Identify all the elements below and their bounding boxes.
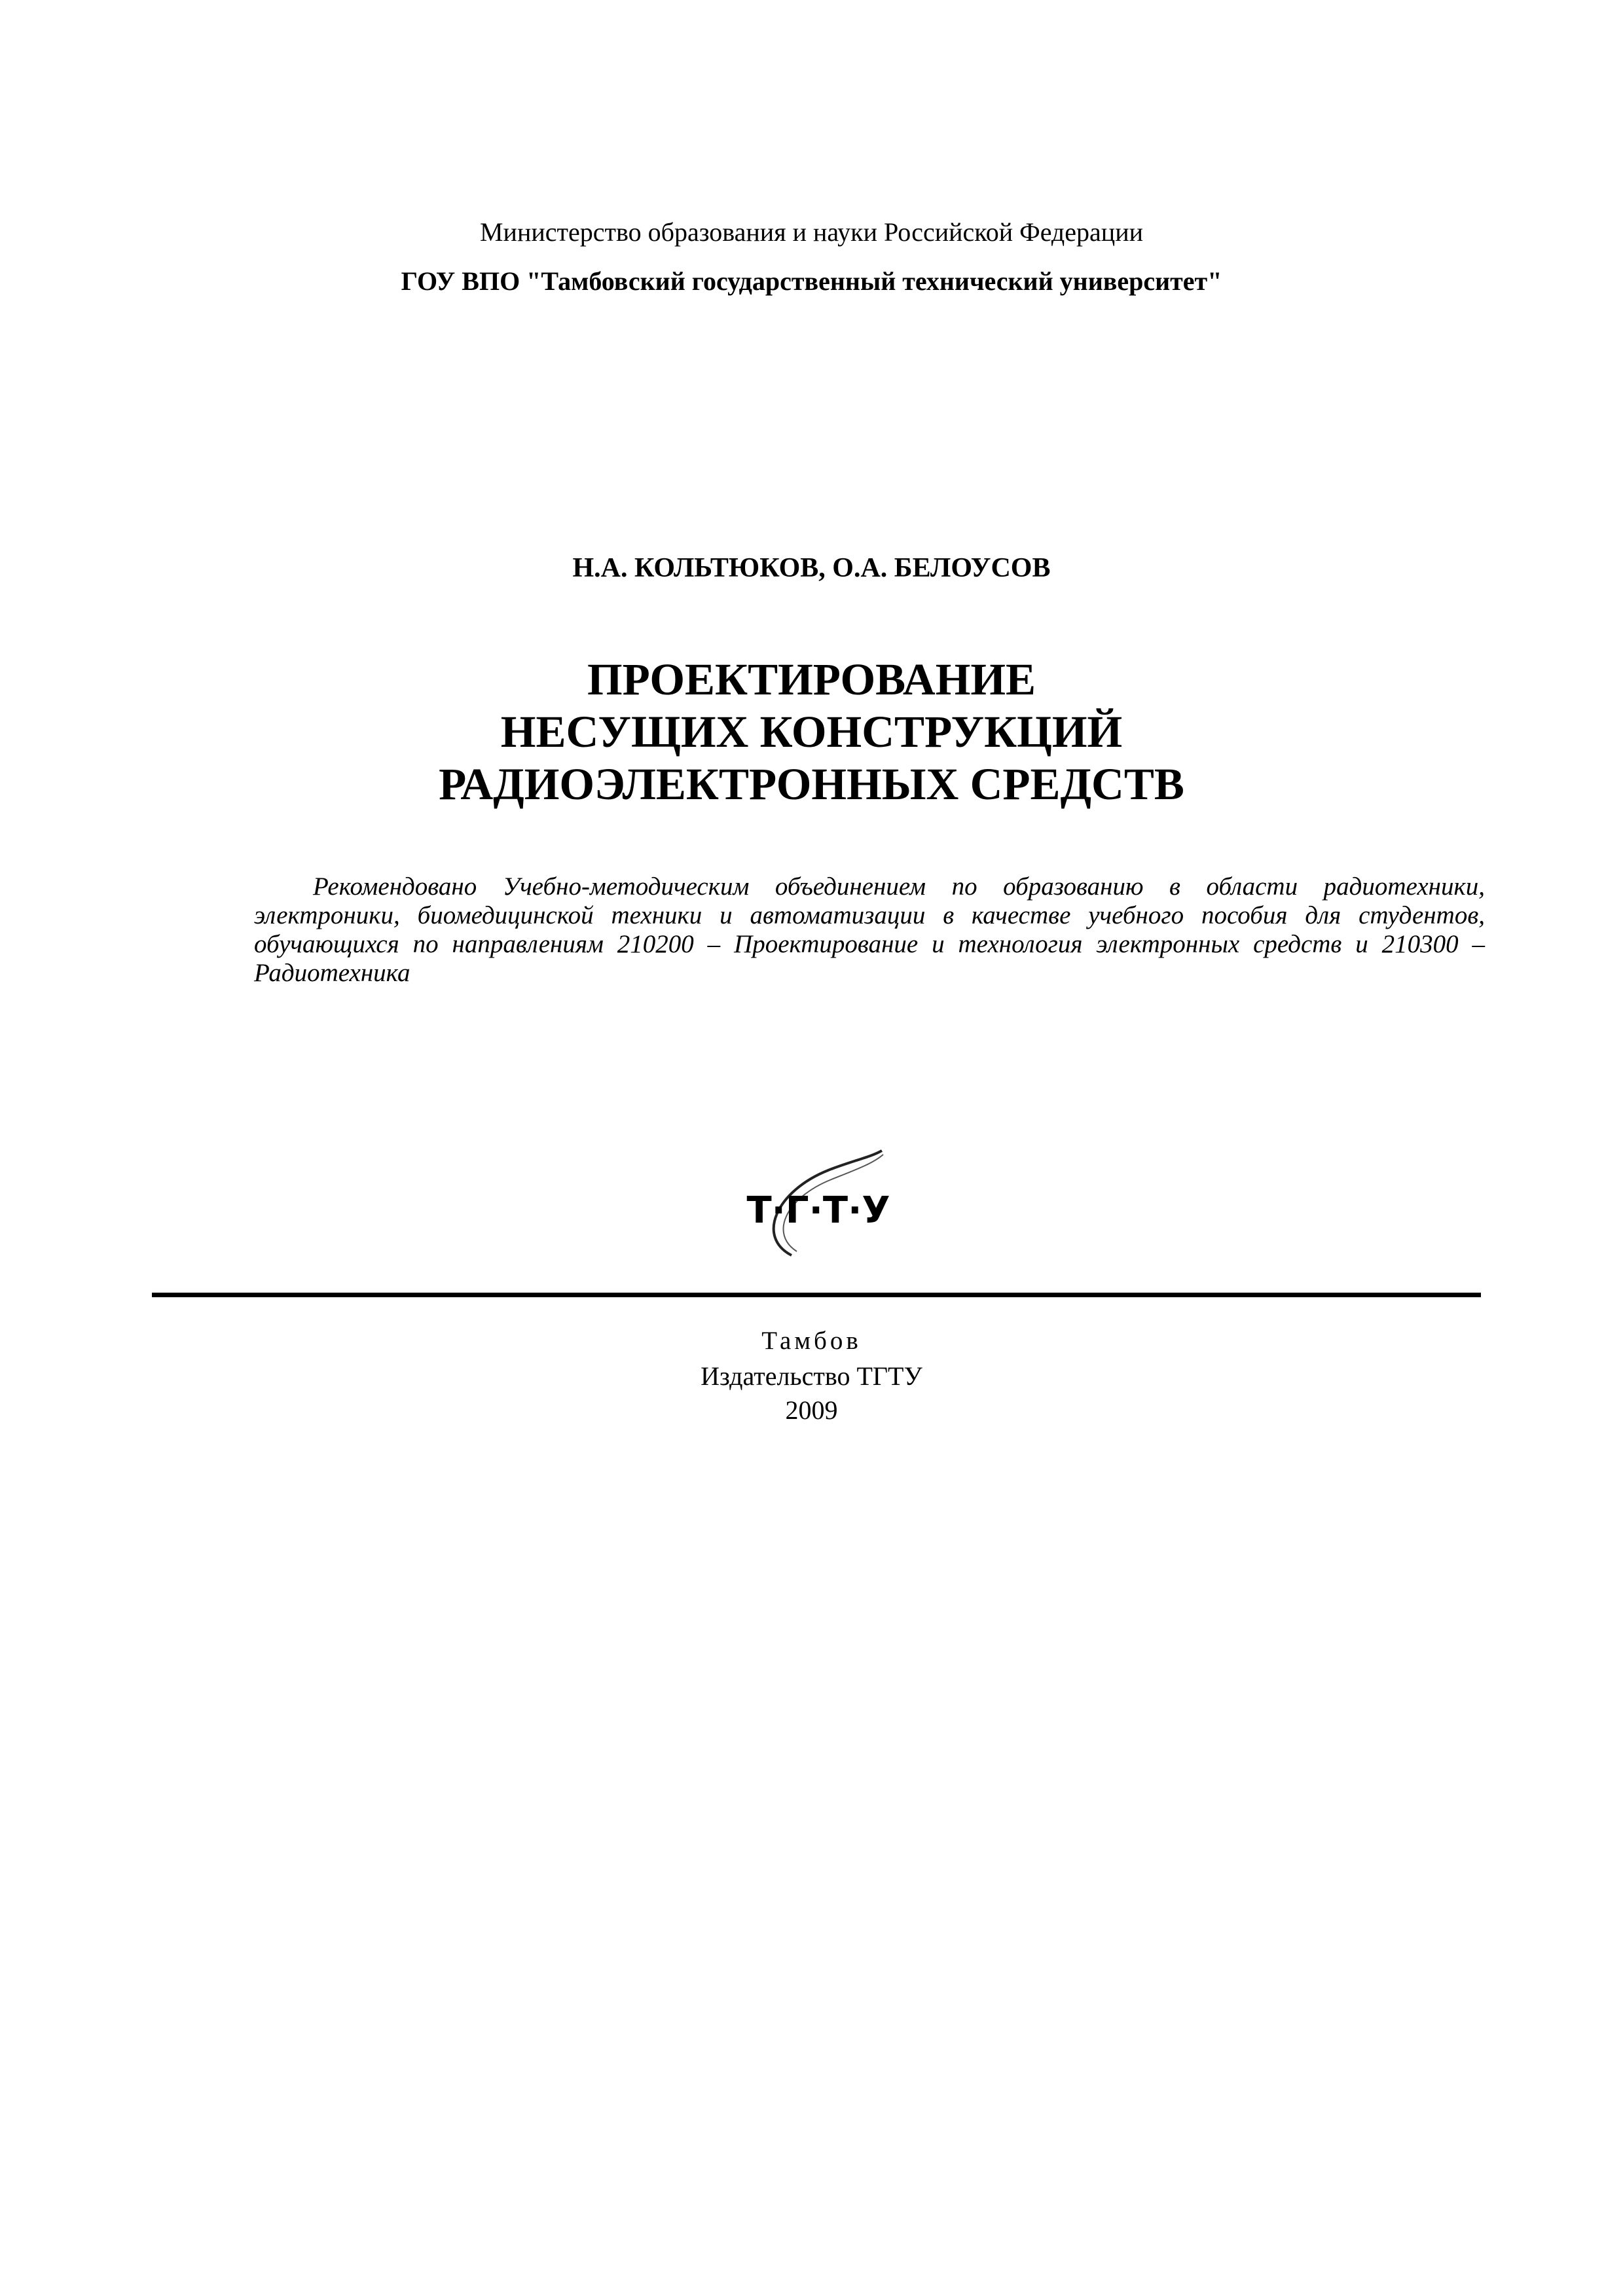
ministry-heading: Министерство образования и науки Российской Федерации: [479, 217, 1144, 247]
imprint-year: 2009: [785, 1395, 838, 1425]
divider-line: [152, 1293, 1481, 1297]
book-title-line-1: ПРОЕКТИРОВАНИЕ: [587, 655, 1036, 704]
book-title: [0, 653, 1623, 810]
book-title-line-2: НЕСУЩИХ КОНСТРУКЦИЙ: [500, 707, 1123, 757]
logo-text: Т·Г·Т·У: [746, 1189, 890, 1232]
recommendation-note: Рекомендовано Учебно-методическим объединением по образованию в области радиотехники, электроники, биомедицинской техники и автоматизации в качестве учебного пособия для студентов, обучающихся по направлениям 210200 – Проектирование и технология электронных средств и 210300 – Радиотехника: [254, 872, 1485, 987]
authors: Н.А. КОЛЬТЮКОВ, О.А. БЕЛОУСОВ: [572, 553, 1051, 583]
university-heading: ГОУ ВПО "Тамбовский государственный технический университет": [401, 266, 1222, 296]
tgtu-logo-icon: [737, 1139, 900, 1270]
imprint-publisher: Издательство ТГТУ: [701, 1361, 922, 1391]
imprint-city: Тамбов: [761, 1327, 862, 1355]
book-title-line-3: РАДИОЭЛЕКТРОННЫХ СРЕДСТВ: [439, 759, 1184, 809]
